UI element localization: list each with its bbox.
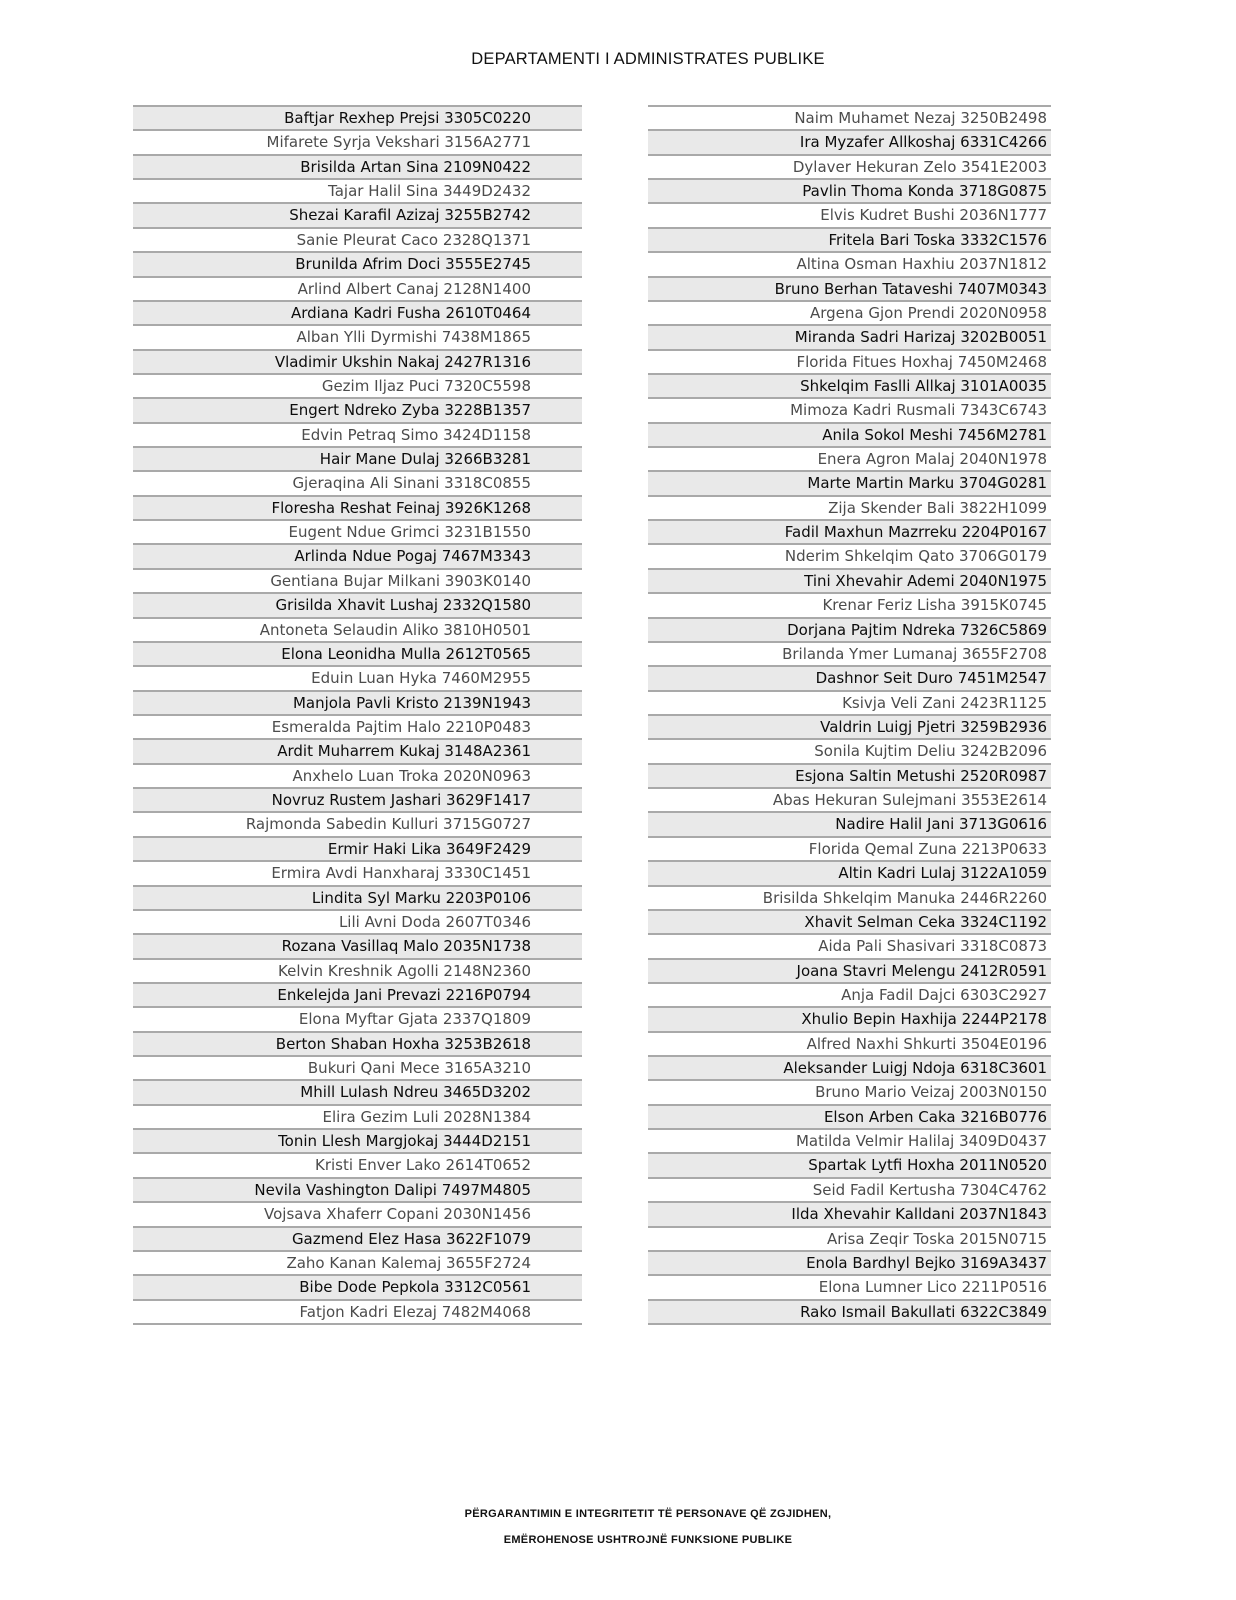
list-item: Zija Skender Bali 3822H1099 [648, 495, 1051, 519]
list-item: Mhill Lulash Ndreu 3465D3202 [133, 1079, 582, 1103]
list-item: Nadire Halil Jani 3713G0616 [648, 811, 1051, 835]
list-item: Elira Gezim Luli 2028N1384 [133, 1104, 582, 1128]
list-item: Bruno Berhan Tataveshi 7407M0343 [648, 276, 1051, 300]
list-item: Bruno Mario Veizaj 2003N0150 [648, 1079, 1051, 1103]
list-item: Ira Myzafer Allkoshaj 6331C4266 [648, 129, 1051, 153]
list-item: Floresha Reshat Feinaj 3926K1268 [133, 495, 582, 519]
list-item: Rajmonda Sabedin Kulluri 3715G0727 [133, 811, 582, 835]
list-item: Tajar Halil Sina 3449D2432 [133, 178, 582, 202]
list-item: Aleksander Luigj Ndoja 6318C3601 [648, 1055, 1051, 1079]
list-item: Seid Fadil Kertusha 7304C4762 [648, 1177, 1051, 1201]
list-item: Ilda Xhevahir Kalldani 2037N1843 [648, 1201, 1051, 1225]
list-item: Ermir Haki Lika 3649F2429 [133, 836, 582, 860]
list-item: Florida Qemal Zuna 2213P0633 [648, 836, 1051, 860]
list-item: Valdrin Luigj Pjetri 3259B2936 [648, 714, 1051, 738]
list-item: Fritela Bari Toska 3332C1576 [648, 227, 1051, 251]
list-item: Baftjar Rexhep Prejsi 3305C0220 [133, 105, 582, 129]
list-item: Mifarete Syrja Vekshari 3156A2771 [133, 129, 582, 153]
list-item: Xhavit Selman Ceka 3324C1192 [648, 909, 1051, 933]
list-item: Naim Muhamet Nezaj 3250B2498 [648, 105, 1051, 129]
list-item: Tonin Llesh Margjokaj 3444D2151 [133, 1128, 582, 1152]
list-item: Brunilda Afrim Doci 3555E2745 [133, 251, 582, 275]
list-item: Fadil Maxhun Mazrreku 2204P0167 [648, 519, 1051, 543]
list-item: Enkelejda Jani Prevazi 2216P0794 [133, 982, 582, 1006]
list-item: Nderim Shkelqim Qato 3706G0179 [648, 543, 1051, 567]
list-item: Anila Sokol Meshi 7456M2781 [648, 422, 1051, 446]
list-item: Esmeralda Pajtim Halo 2210P0483 [133, 714, 582, 738]
list-item: Shezai Karafil Azizaj 3255B2742 [133, 202, 582, 226]
left-name-list [133, 105, 582, 1325]
list-item: Enola Bardhyl Bejko 3169A3437 [648, 1250, 1051, 1274]
list-item: Krenar Feriz Lisha 3915K0745 [648, 592, 1051, 616]
list-item: Abas Hekuran Sulejmani 3553E2614 [648, 787, 1051, 811]
list-item: Rozana Vasillaq Malo 2035N1738 [133, 933, 582, 957]
list-item: Ksivja Veli Zani 2423R1125 [648, 690, 1051, 714]
list-item: Lili Avni Doda 2607T0346 [133, 909, 582, 933]
list-item: Hair Mane Dulaj 3266B3281 [133, 446, 582, 470]
list-item: Elson Arben Caka 3216B0776 [648, 1104, 1051, 1128]
right-name-list [648, 105, 1051, 1325]
list-item: Eduin Luan Hyka 7460M2955 [133, 665, 582, 689]
list-item: Gezim Iljaz Puci 7320C5598 [133, 373, 582, 397]
list-item: Gentiana Bujar Milkani 3903K0140 [133, 568, 582, 592]
list-item: Eugent Ndue Grimci 3231B1550 [133, 519, 582, 543]
list-item: Altin Kadri Lulaj 3122A1059 [648, 860, 1051, 884]
list-item: Berton Shaban Hoxha 3253B2618 [133, 1031, 582, 1055]
list-item: Shkelqim Faslli Allkaj 3101A0035 [648, 373, 1051, 397]
list-item: Bukuri Qani Mece 3165A3210 [133, 1055, 582, 1079]
list-item: Manjola Pavli Kristo 2139N1943 [133, 690, 582, 714]
list-item: Gjeraqina Ali Sinani 3318C0855 [133, 470, 582, 494]
list-item: Antoneta Selaudin Aliko 3810H0501 [133, 617, 582, 641]
list-item: Zaho Kanan Kalemaj 3655F2724 [133, 1250, 582, 1274]
list-item: Mimoza Kadri Rusmali 7343C6743 [648, 397, 1051, 421]
list-item: Vojsava Xhaferr Copani 2030N1456 [133, 1201, 582, 1225]
list-item: Elona Lumner Lico 2211P0516 [648, 1274, 1051, 1298]
list-item: Dorjana Pajtim Ndreka 7326C5869 [648, 617, 1051, 641]
list-item: Bibe Dode Pepkola 3312C0561 [133, 1274, 582, 1298]
footer-line-2: EMËROHENOSE USHTROJNË FUNKSIONE PUBLIKE [503, 1534, 793, 1546]
list-item: Xhulio Bepin Haxhija 2244P2178 [648, 1006, 1051, 1030]
list-item: Miranda Sadri Harizaj 3202B0051 [648, 324, 1051, 348]
list-item: Matilda Velmir Halilaj 3409D0437 [648, 1128, 1051, 1152]
list-item: Sonila Kujtim Deliu 3242B2096 [648, 738, 1051, 762]
list-item: Esjona Saltin Metushi 2520R0987 [648, 763, 1051, 787]
list-item: Lindita Syl Marku 2203P0106 [133, 885, 582, 909]
list-item: Argena Gjon Prendi 2020N0958 [648, 300, 1051, 324]
list-item: Engert Ndreko Zyba 3228B1357 [133, 397, 582, 421]
list-item: Elona Myftar Gjata 2337Q1809 [133, 1006, 582, 1030]
list-bottom-rule [648, 1323, 1051, 1325]
list-item: Anxhelo Luan Troka 2020N0963 [133, 763, 582, 787]
list-item: Dashnor Seit Duro 7451M2547 [648, 665, 1051, 689]
list-item: Dylaver Hekuran Zelo 3541E2003 [648, 154, 1051, 178]
list-item: Ermira Avdi Hanxharaj 3330C1451 [133, 860, 582, 884]
list-bottom-rule [133, 1323, 582, 1325]
list-item: Florida Fitues Hoxhaj 7450M2468 [648, 349, 1051, 373]
list-item: Ardit Muharrem Kukaj 3148A2361 [133, 738, 582, 762]
list-item: Brisilda Artan Sina 2109N0422 [133, 154, 582, 178]
list-item: Ardiana Kadri Fusha 2610T0464 [133, 300, 582, 324]
list-item: Arlind Albert Canaj 2128N1400 [133, 276, 582, 300]
list-item: Brilanda Ymer Lumanaj 3655F2708 [648, 641, 1051, 665]
list-item: Arisa Zeqir Toska 2015N0715 [648, 1226, 1051, 1250]
list-item: Brisilda Shkelqim Manuka 2446R2260 [648, 885, 1051, 909]
list-item: Altina Osman Haxhiu 2037N1812 [648, 251, 1051, 275]
list-item: Nevila Vashington Dalipi 7497M4805 [133, 1177, 582, 1201]
list-item: Anja Fadil Dajci 6303C2927 [648, 982, 1051, 1006]
list-item: Grisilda Xhavit Lushaj 2332Q1580 [133, 592, 582, 616]
footer-line-1: PËRGARANTIMIN E INTEGRITETIT TË PERSONAVE QË ZGJIDHEN, [464, 1508, 832, 1520]
list-item: Alban Ylli Dyrmishi 7438M1865 [133, 324, 582, 348]
list-item: Novruz Rustem Jashari 3629F1417 [133, 787, 582, 811]
list-item: Tini Xhevahir Ademi 2040N1975 [648, 568, 1051, 592]
list-item: Elona Leonidha Mulla 2612T0565 [133, 641, 582, 665]
list-item: Alfred Naxhi Shkurti 3504E0196 [648, 1031, 1051, 1055]
list-item: Sanie Pleurat Caco 2328Q1371 [133, 227, 582, 251]
list-item: Pavlin Thoma Konda 3718G0875 [648, 178, 1051, 202]
list-item: Spartak Lytfi Hoxha 2011N0520 [648, 1152, 1051, 1176]
list-item: Gazmend Elez Hasa 3622F1079 [133, 1226, 582, 1250]
list-item: Rako Ismail Bakullati 6322C3849 [648, 1299, 1051, 1323]
list-item: Fatjon Kadri Elezaj 7482M4068 [133, 1299, 582, 1323]
list-item: Joana Stavri Melengu 2412R0591 [648, 958, 1051, 982]
list-item: Kelvin Kreshnik Agolli 2148N2360 [133, 958, 582, 982]
list-item: Edvin Petraq Simo 3424D1158 [133, 422, 582, 446]
page-title: DEPARTAMENTI I ADMINISTRATES PUBLIKE [471, 50, 825, 68]
list-item: Kristi Enver Lako 2614T0652 [133, 1152, 582, 1176]
list-item: Arlinda Ndue Pogaj 7467M3343 [133, 543, 582, 567]
list-item: Elvis Kudret Bushi 2036N1777 [648, 202, 1051, 226]
list-item: Aida Pali Shasivari 3318C0873 [648, 933, 1051, 957]
list-item: Enera Agron Malaj 2040N1978 [648, 446, 1051, 470]
list-item: Marte Martin Marku 3704G0281 [648, 470, 1051, 494]
list-item: Vladimir Ukshin Nakaj 2427R1316 [133, 349, 582, 373]
